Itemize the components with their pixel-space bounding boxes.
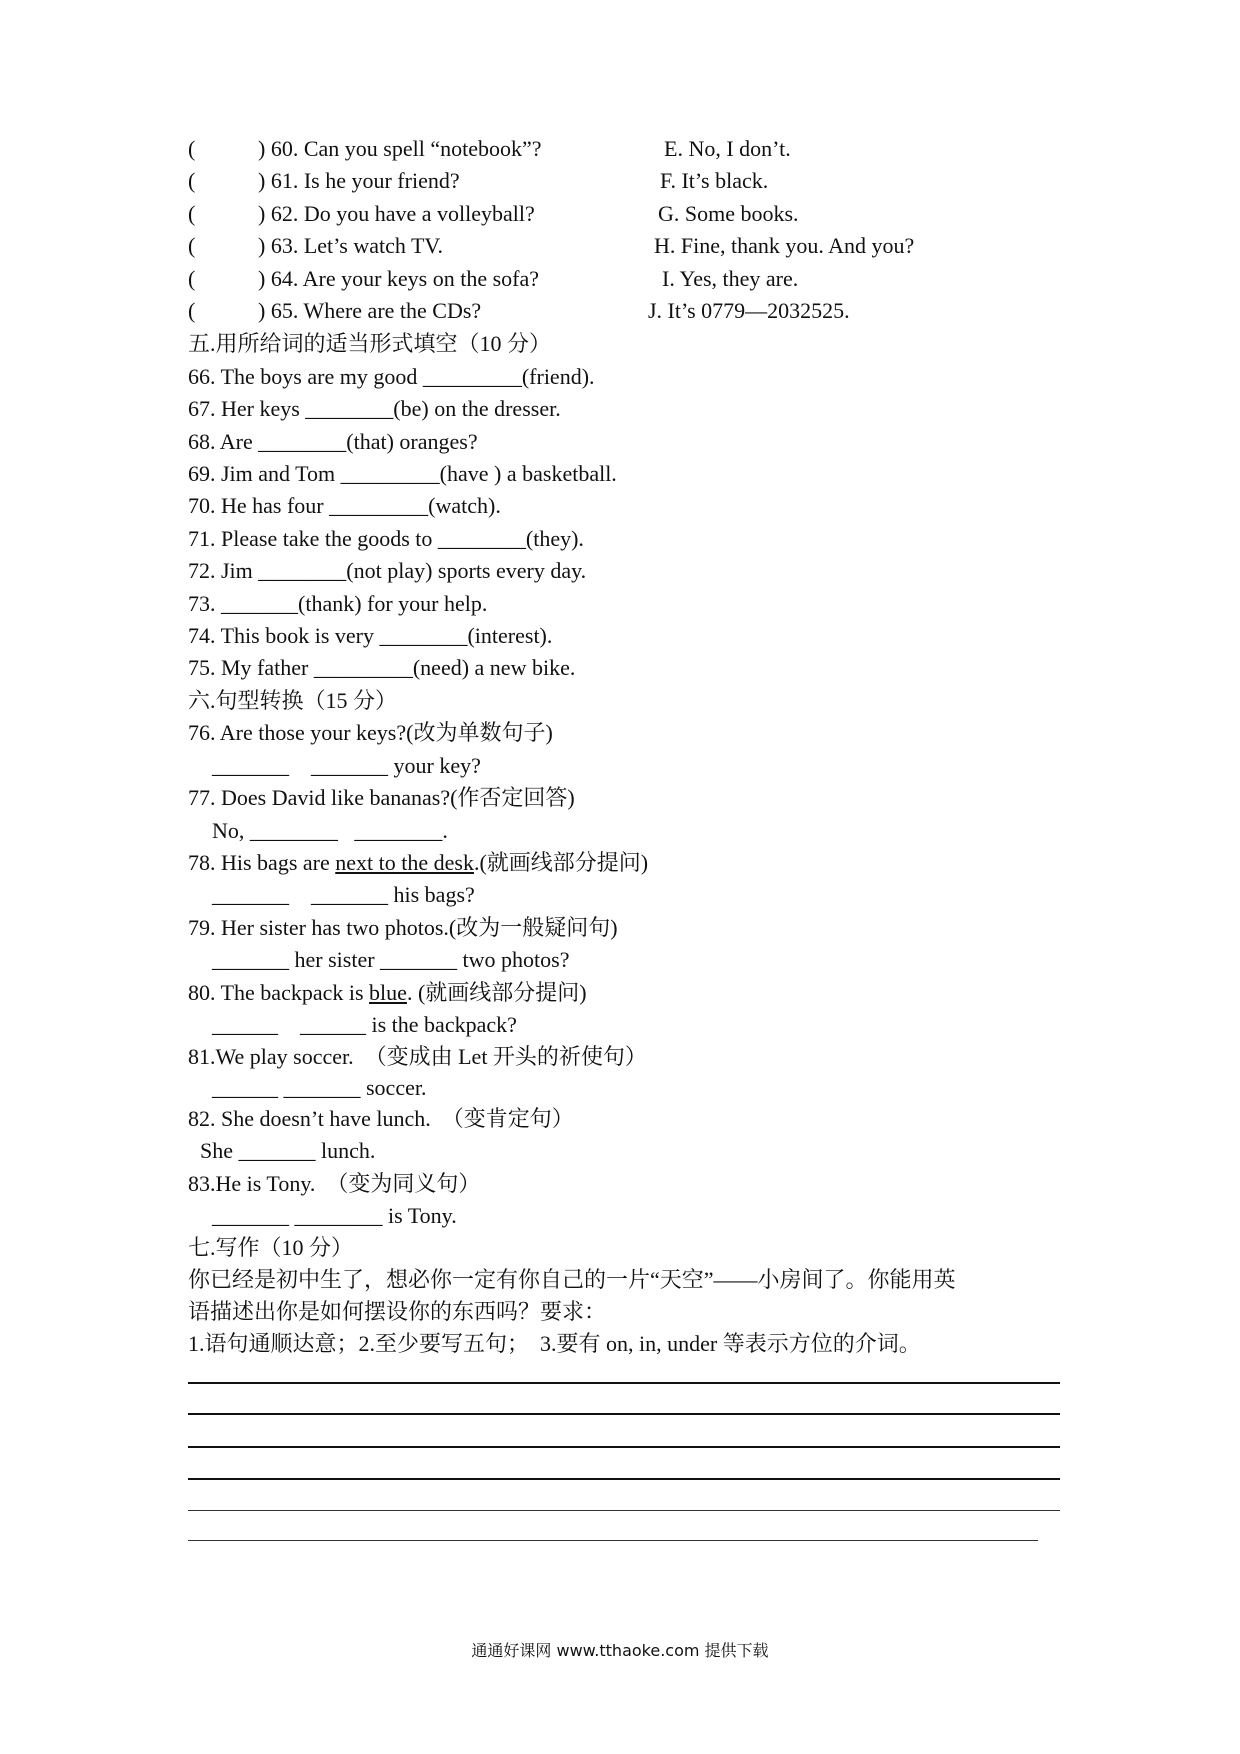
fill-in-item: 66. The boys are my good _________(friend). <box>188 364 595 389</box>
answer-bracket: ( <box>188 298 196 323</box>
answer-bracket: ( <box>188 201 196 226</box>
transform-answer: No, ________ ________. <box>212 818 448 843</box>
transform-question <box>188 849 648 877</box>
writing-instructions: 语描述出你是如何摆设你的东西吗？要求： <box>188 1299 607 1324</box>
answer-bracket: ( <box>188 136 196 161</box>
question-text: ) 61. Is he your friend? <box>258 168 460 193</box>
underlined-phrase: next to the desk <box>335 850 474 875</box>
answer-bracket: ( <box>188 168 196 193</box>
section-title: 六.句型转换（15 分） <box>188 688 398 713</box>
question-text: ) 63. Let’s watch TV. <box>258 233 443 258</box>
answer-option: I. Yes, they are. <box>662 266 799 291</box>
question-text: ) 62. Do you have a volleyball? <box>258 201 535 226</box>
answer-bracket: ( <box>188 266 196 291</box>
question-prefix: 80. The backpack is <box>188 980 370 1005</box>
section-title: 七.写作（10 分） <box>188 1235 354 1260</box>
transform-answer: ______ ______ is the backpack? <box>212 1012 517 1037</box>
transform-question: 77. Does David like bananas?(作否定回答) <box>188 785 575 810</box>
underlined-phrase: blue <box>369 980 407 1005</box>
answer-option: H. Fine, thank you. And you? <box>654 233 915 258</box>
question-text: ) 64. Are your keys on the sofa? <box>258 266 540 291</box>
transform-question: 79. Her sister has two photos.(改为一般疑问句) <box>188 915 618 940</box>
writing-line[interactable] <box>188 1382 1060 1384</box>
transform-question <box>188 979 587 1007</box>
transform-answer: _______ her sister _______ two photos? <box>212 947 570 972</box>
section-title: 五.用所给词的适当形式填空（10 分） <box>188 331 552 356</box>
question-prefix: 78. His bags are <box>188 850 336 875</box>
answer-bracket: ( <box>188 233 196 258</box>
writing-line[interactable] <box>188 1446 1060 1448</box>
question-text: ) 60. Can you spell “notebook”? <box>258 136 542 161</box>
answer-option: F. It’s black. <box>660 168 769 193</box>
question-suffix: . (就画线部分提问) <box>406 980 587 1005</box>
transform-question: 83.He is Tony. （变为同义句） <box>188 1171 481 1196</box>
question-text: ) 65. Where are the CDs? <box>258 298 482 323</box>
fill-in-item: 68. Are ________(that) oranges? <box>188 429 478 454</box>
fill-in-item: 71. Please take the goods to ________(they). <box>188 526 584 551</box>
fill-in-item: 72. Jim ________(not play) sports every day. <box>188 558 587 583</box>
fill-in-item: 75. My father _________(need) a new bike. <box>188 655 576 680</box>
fill-in-item: 67. Her keys ________(be) on the dresser. <box>188 396 561 421</box>
answer-option: E. No, I don’t. <box>664 136 791 161</box>
question-suffix: .(就画线部分提问) <box>473 850 649 875</box>
writing-line[interactable] <box>188 1510 1060 1511</box>
transform-question: 76. Are those your keys?(改为单数句子) <box>188 720 553 745</box>
transform-answer: _______ _______ his bags? <box>212 882 475 907</box>
fill-in-item: 70. He has four _________(watch). <box>188 493 501 518</box>
transform-answer: She _______ lunch. <box>200 1138 376 1163</box>
writing-line[interactable] <box>188 1413 1060 1415</box>
fill-in-item: 69. Jim and Tom _________(have ) a basketball. <box>188 461 617 486</box>
fill-in-item: 74. This book is very ________(interest). <box>188 623 553 648</box>
transform-question: 82. She doesn’t have lunch. （变肯定句） <box>188 1106 574 1131</box>
writing-line[interactable] <box>188 1540 1038 1541</box>
transform-question: 81.We play soccer. （变成由 Let 开头的祈使句） <box>188 1044 647 1069</box>
transform-answer: _______ ________ is Tony. <box>212 1203 457 1228</box>
transform-answer: ______ _______ soccer. <box>212 1075 427 1100</box>
fill-in-item: 73. _______(thank) for your help. <box>188 591 488 616</box>
page-footer: 通通好课网 www.tthaoke.com 提供下载 <box>471 1641 769 1660</box>
writing-requirements: 1.语句通顺达意；2.至少要写五句； 3.要有 on, in, under 等表示方位的介词。 <box>188 1331 921 1356</box>
writing-instructions: 你已经是初中生了，想必你一定有你自己的一片“天空”——小房间了。你能用英 <box>188 1267 956 1292</box>
answer-option: G. Some books. <box>658 201 799 226</box>
answer-option: J. It’s 0779—2032525. <box>648 298 850 323</box>
writing-line[interactable] <box>188 1478 1060 1480</box>
transform-answer: _______ _______ your key? <box>212 753 481 778</box>
